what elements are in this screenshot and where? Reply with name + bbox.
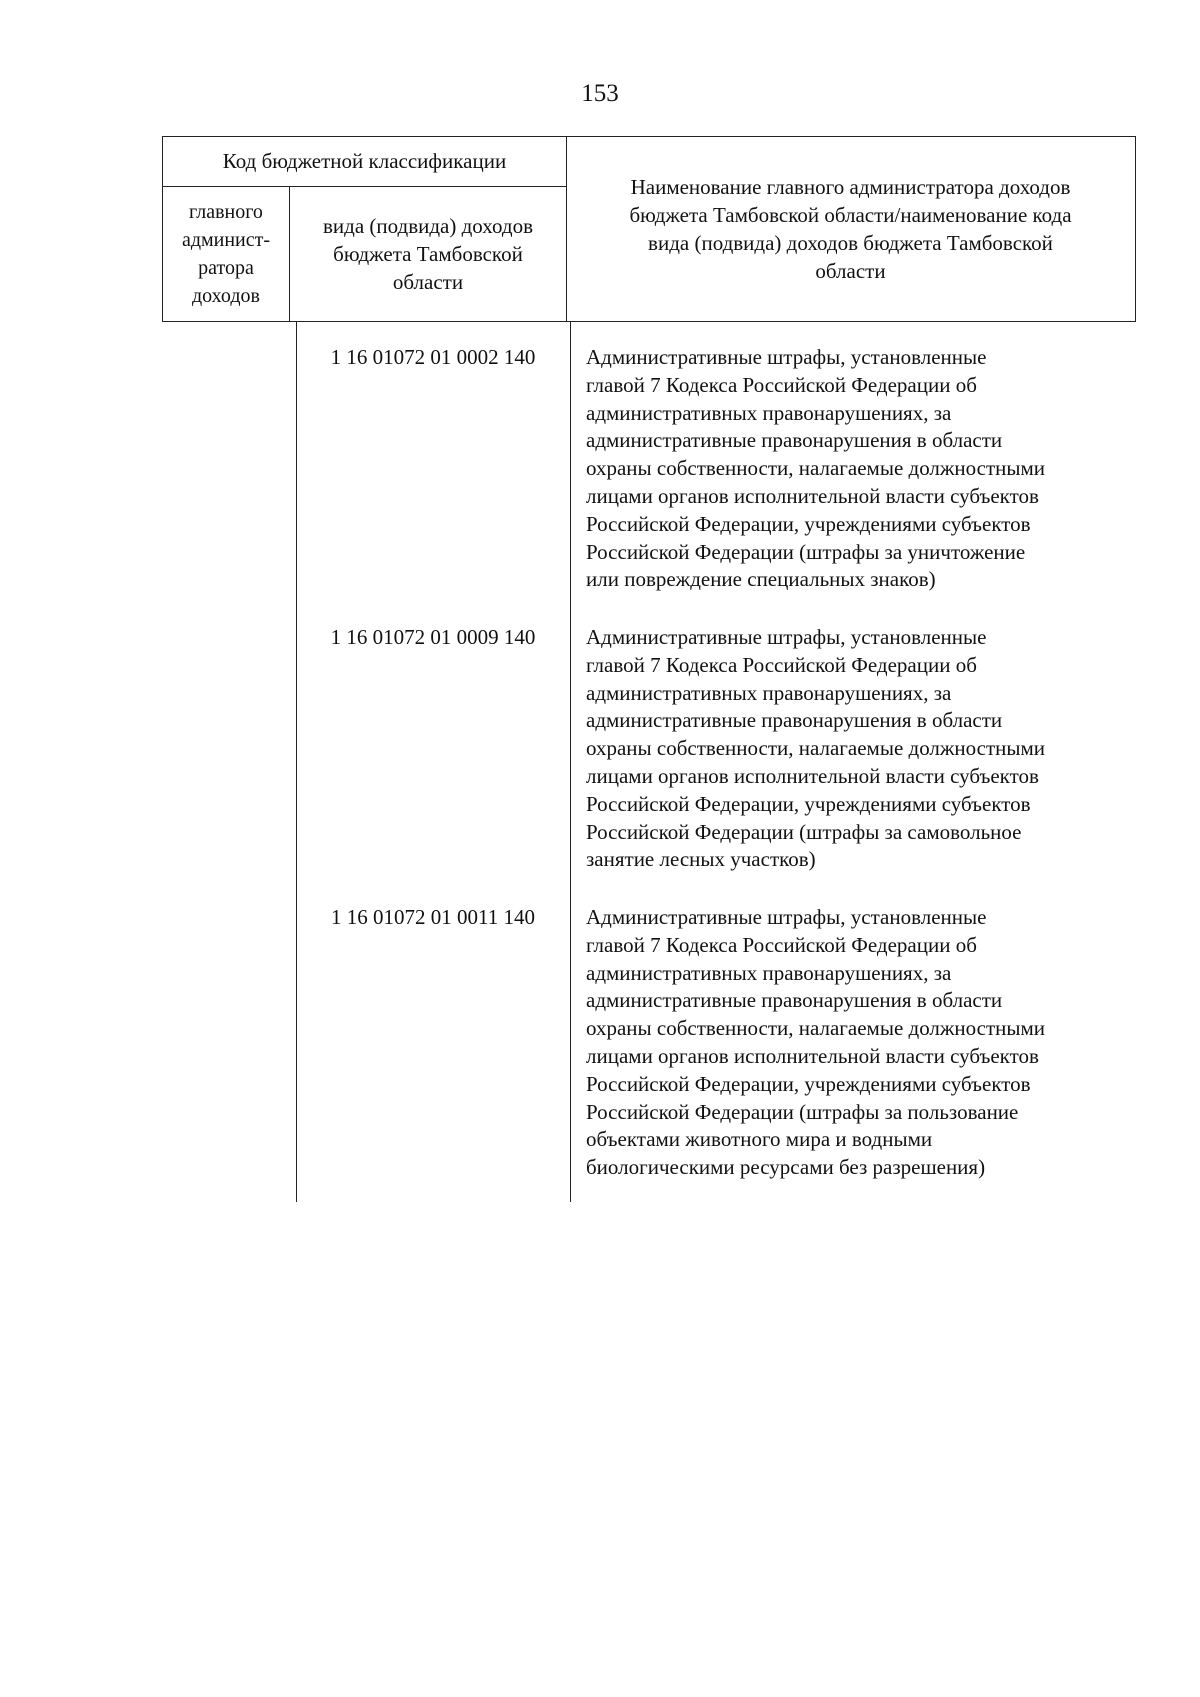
column-divider bbox=[296, 322, 297, 1202]
header-name-line: вида (подвида) доходов бюджета Тамбовской bbox=[648, 231, 1053, 255]
row-description bbox=[586, 624, 1131, 874]
description-line: Административные штрафы, установленные bbox=[586, 345, 987, 369]
row-description bbox=[586, 904, 1131, 1182]
description-line: охраны собственности, налагаемые должностными bbox=[586, 736, 1046, 761]
description-line: административные правонарушения в области bbox=[586, 428, 1003, 453]
description-line: Российской Федерации (штрафы за самовольное bbox=[586, 819, 1022, 844]
header-code-group: Код бюджетной классификации bbox=[163, 137, 567, 187]
header-name-column bbox=[567, 137, 1134, 321]
description-line: главой 7 Кодекса Российской Федерации об bbox=[586, 932, 977, 957]
header-type-column bbox=[290, 187, 567, 321]
header-type-line: области bbox=[392, 270, 464, 294]
description-line: охраны собственности, налагаемые должностными bbox=[586, 456, 1046, 481]
header-admin-line: главного bbox=[189, 201, 263, 223]
row-code: 1 16 01072 01 0011 140 bbox=[331, 905, 535, 929]
description-line: административных правонарушениях, за bbox=[586, 960, 952, 985]
description-line: Российской Федерации (штрафы за пользование bbox=[586, 1099, 1019, 1124]
page-number: 153 bbox=[581, 80, 619, 107]
header-admin-line: ратора bbox=[198, 257, 254, 279]
description-line: Российской Федерации (штрафы за уничтожение bbox=[586, 539, 1026, 564]
header-type-line: вида (подвида) доходов bbox=[323, 214, 533, 238]
description-line: объектами животного мира и водными bbox=[586, 1127, 933, 1152]
row-code: 1 16 01072 01 0009 140 bbox=[330, 625, 536, 649]
table-header bbox=[162, 136, 1136, 322]
column-divider bbox=[570, 322, 571, 1202]
description-line: лицами органов исполнительной власти субъектов bbox=[586, 483, 1039, 508]
header-admin-column bbox=[163, 187, 290, 321]
description-line: административных правонарушениях, за bbox=[586, 400, 952, 425]
description-line: лицами органов исполнительной власти субъектов bbox=[586, 1043, 1039, 1068]
description-line: Российской Федерации, учреждениями субъектов bbox=[586, 1071, 1031, 1096]
description-line: административных правонарушениях, за bbox=[586, 680, 952, 705]
description-line: охраны собственности, налагаемые должностными bbox=[586, 1016, 1046, 1041]
header-name-line: бюджета Тамбовской области/наименование кода bbox=[629, 203, 1072, 227]
description-line: Административные штрафы, установленные bbox=[586, 625, 987, 649]
description-line: главой 7 Кодекса Российской Федерации об bbox=[586, 372, 977, 397]
description-line: или повреждение специальных знаков) bbox=[586, 567, 936, 592]
description-line: главой 7 Кодекса Российской Федерации об bbox=[586, 652, 977, 677]
description-line: административные правонарушения в области bbox=[586, 708, 1003, 733]
header-type-line: бюджета Тамбовской bbox=[333, 242, 523, 266]
row-code: 1 16 01072 01 0002 140 bbox=[330, 345, 536, 369]
description-line: Российской Федерации, учреждениями субъектов bbox=[586, 791, 1031, 816]
description-line: лицами органов исполнительной власти субъектов bbox=[586, 763, 1039, 788]
description-line: Российской Федерации, учреждениями субъектов bbox=[586, 511, 1031, 536]
row-description bbox=[586, 344, 1131, 594]
description-line: биологическими ресурсами без разрешения) bbox=[586, 1155, 986, 1180]
header-admin-line: доходов bbox=[192, 285, 260, 307]
description-line: занятие лесных участков) bbox=[586, 847, 816, 872]
header-name-line: Наименование главного администратора доходов bbox=[630, 175, 1071, 199]
header-admin-line: админист- bbox=[181, 229, 271, 251]
header-name-line: области bbox=[815, 259, 886, 283]
description-line: Административные штрафы, установленные bbox=[586, 905, 987, 929]
description-line: административные правонарушения в области bbox=[586, 988, 1003, 1013]
